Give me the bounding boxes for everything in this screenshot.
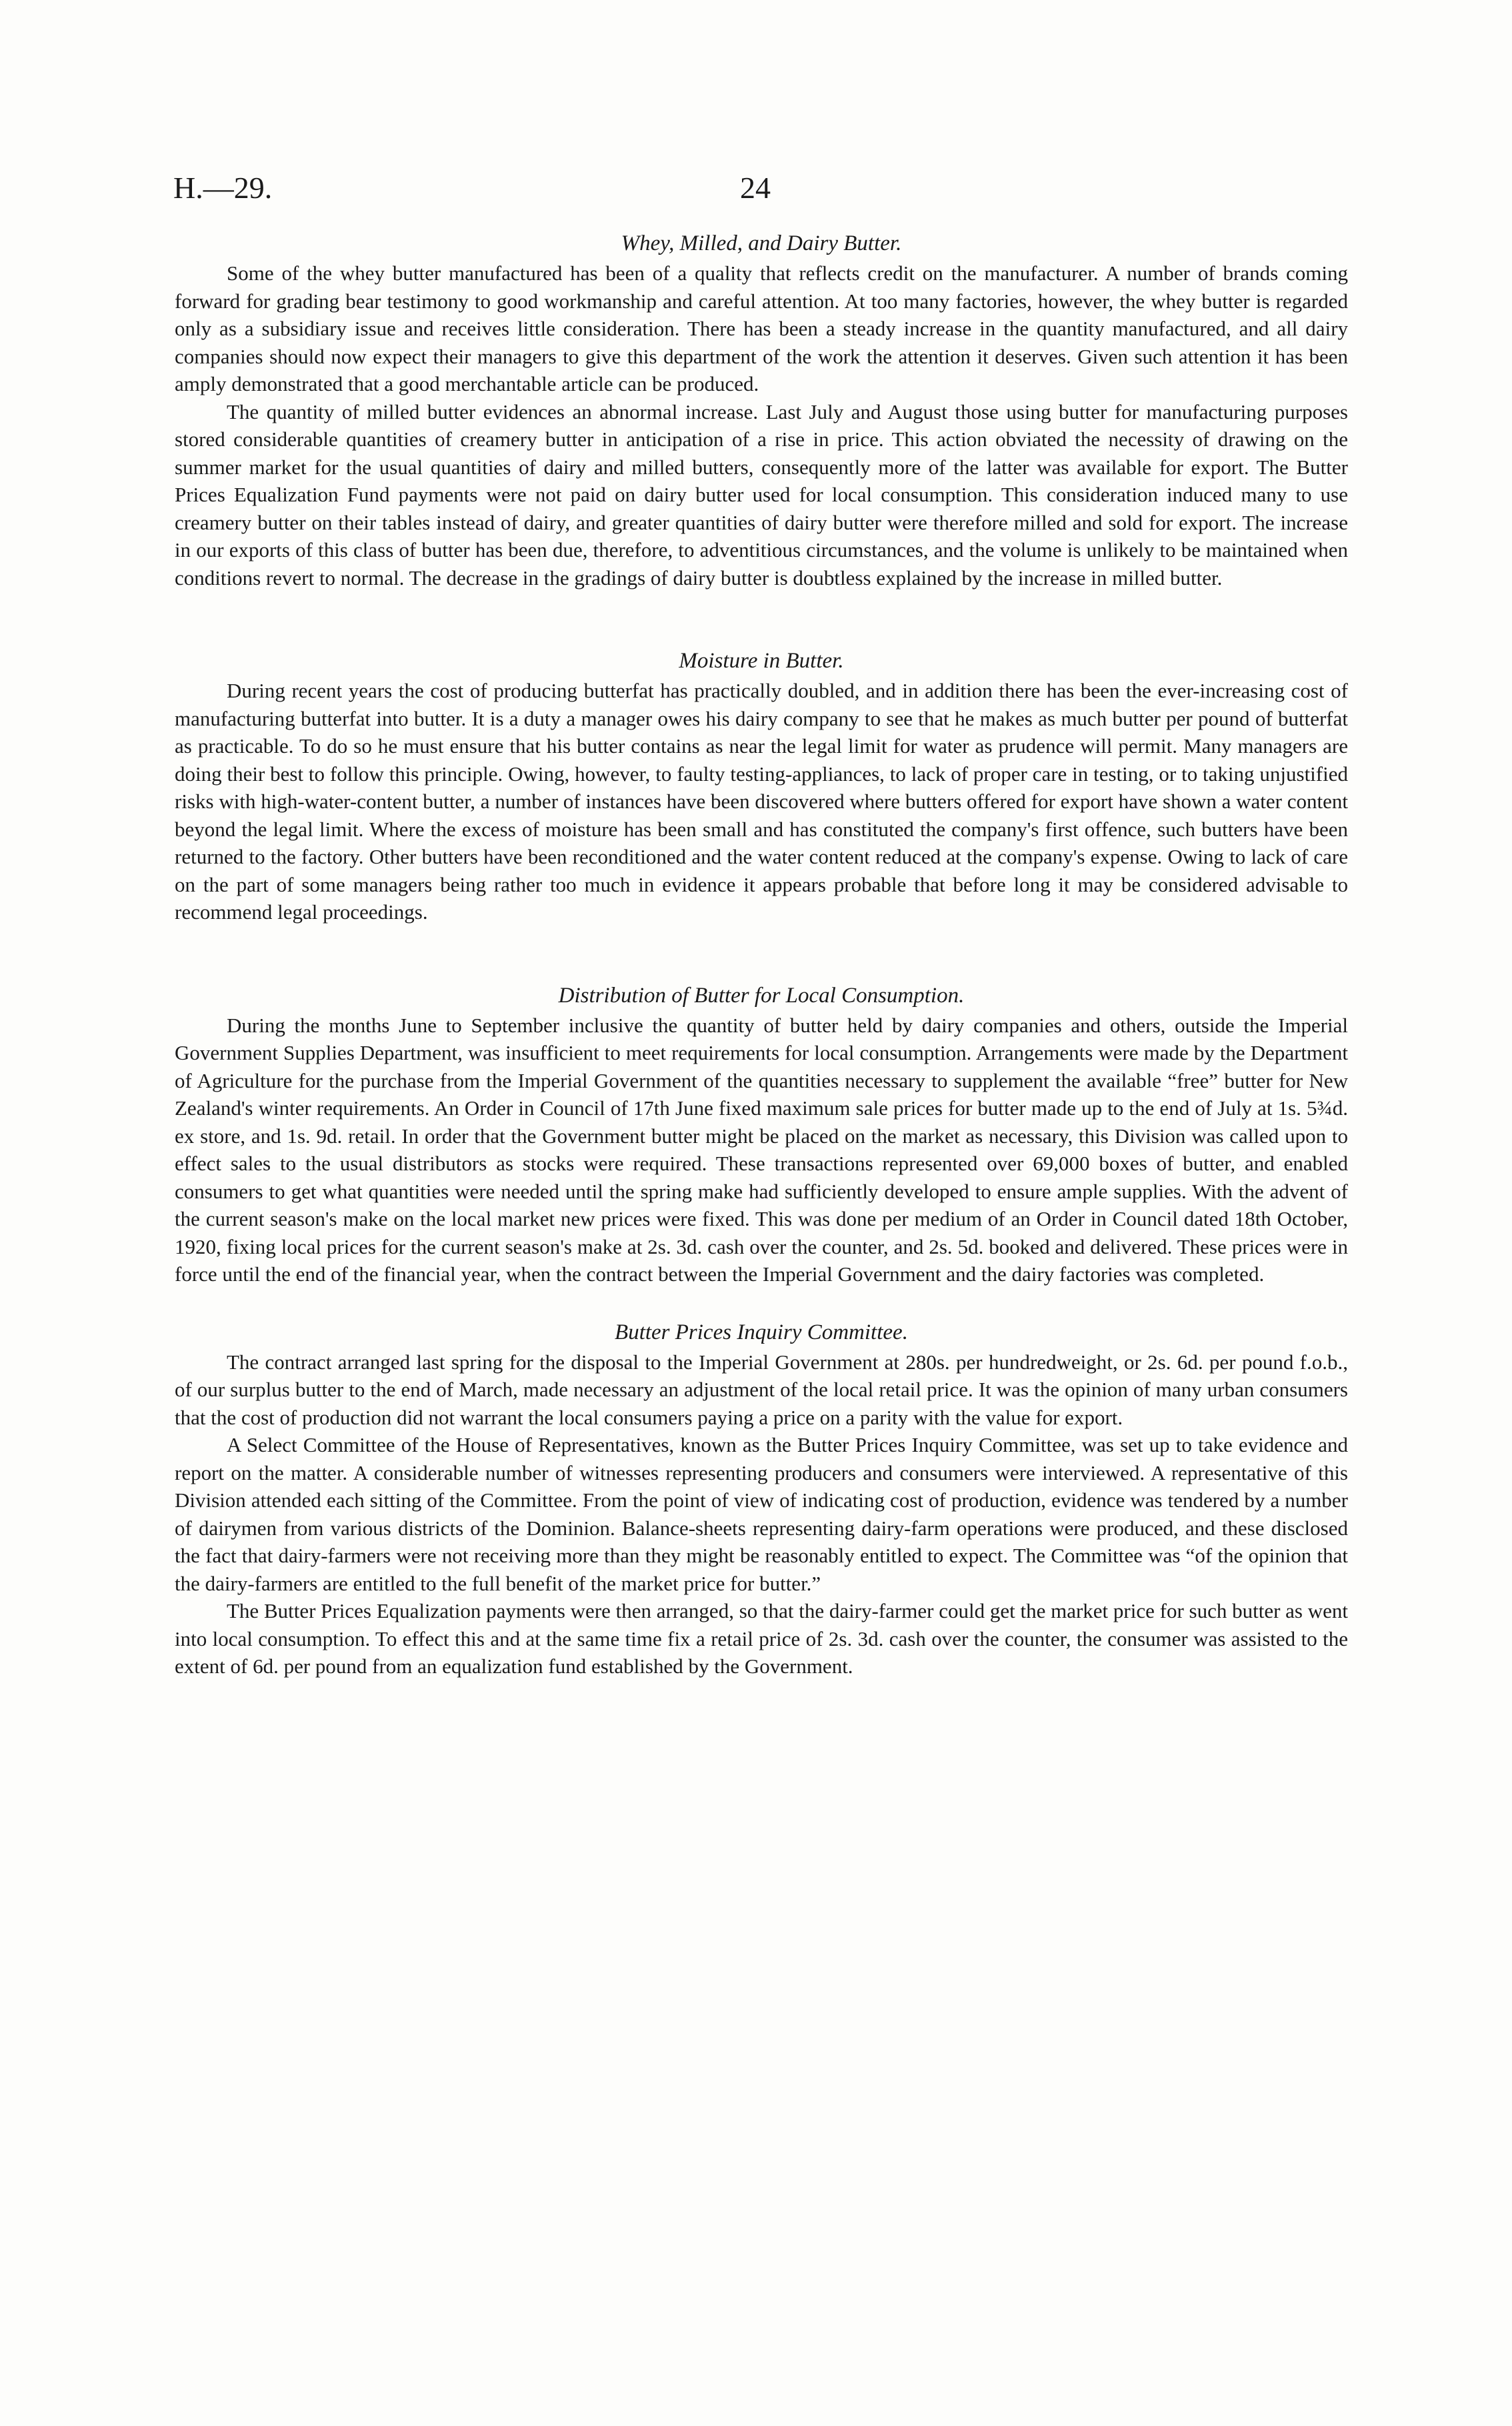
- page-content: [175, 230, 1348, 1680]
- paragraph: During recent years the cost of producing butterfat has practically doubled, and in addition there has been the ever-increasing cost of manufacturing butterfat into butter. It is a duty a manager owes his dairy company to see that he makes as much butter per pound of butterfat as practicable. To do so he must ensure that his butter contains as near the legal limit for water as prudence will permit. Many managers are doing their best to follow this principle. Owing, however, to faulty testing-appliances, to lack of proper care in testing, or to taking unjustified risks with high-water-content butter, a number of instances have been discovered where butters offered for export have shown a water content beyond the legal limit. Where the excess of moisture has been small and has constituted the company's first offence, such butters have been returned to the factory. Other butters have been reconditioned and the water content reduced at the company's expense. Owing to lack of care on the part of some managers being rather too much in evidence it appears probable that before long it may be considered advisable to recommend legal proceedings.: [175, 679, 1348, 924]
- paragraph: The contract arranged last spring for the disposal to the Imperial Government at 280s. per hundredweight, or 2s. 6d. per pound f.o.b., of our surplus butter to the end of March, made necessary an adjustment of the local retail price. It was the opinion of many urban consumers that the cost of production did not warrant the local consumers paying a price on a parity with the value for export.: [175, 1350, 1348, 1429]
- section-heading: Whey, Milled, and Dairy Butter.: [621, 231, 902, 255]
- page-number: 24: [740, 171, 771, 205]
- paragraph: The Butter Prices Equalization payments were then arranged, so that the dairy-farmer could get the market price for such butter as went into local consumption. To effect this and at the same time fix a retail price of 2s. 3d. cash over the counter, the consumer was assisted to the extent of 6d. per pound from an equalization fund established by the Government.: [175, 1599, 1348, 1678]
- section-heading: Butter Prices Inquiry Committee.: [615, 1320, 908, 1344]
- section-spacer: [175, 591, 1348, 648]
- section-moisture-in-butter: [175, 648, 1348, 926]
- paragraph: A Select Committee of the House of Representatives, known as the Butter Prices Inquiry Committee, was set up to take evidence and report on the matter. A considerable number of witnesses representing producers and consumers were interviewed. A representative of this Division attended each sitting of the Committee. From the point of view of indicating cost of production, evidence was tendered by a number of dairymen from various districts of the Dominion. Balance-sheets representing dairy-farm operations were produced, and these disclosed the fact that dairy-farmers were not receiving more than they might be reasonably entitled to expect. The Committee was “of the opinion that the dairy-farmers are entitled to the full benefit of the market price for butter.”: [175, 1433, 1348, 1595]
- section-heading: Distribution of Butter for Local Consumption.: [558, 983, 965, 1008]
- section-heading: Moisture in Butter.: [679, 649, 844, 673]
- section-spacer: [175, 1288, 1348, 1319]
- section-spacer: [175, 926, 1348, 982]
- section-butter-prices-inquiry-committee: [175, 1319, 1348, 1680]
- page-header: [173, 170, 1347, 210]
- paragraph: During the months June to September inclusive the quantity of butter held by dairy companies and others, outside the Imperial Government Supplies Department, was insufficient to meet requirements for local consumption. Arrangements were made by the Department of Agriculture for the purchase from the Imperial Government of the quantities necessary to supplement the available “free” butter for New Zealand's winter requirements. An Order in Council of 17th June fixed maximum sale prices for butter made up to the end of July at 1s. 5¾d. ex store, and 1s. 9d. retail. In order that the Government butter might be placed on the market as necessary, this Division was called upon to effect sales to the usual distributors as stocks were required. These transactions represented over 69,000 boxes of butter, and enabled consumers to get what quantities were needed until the spring make had sufficiently developed to ensure ample supplies. With the advent of the current season's make on the local market new prices were fixed. This was done per medium of an Order in Council dated 18th October, 1920, fixing local prices for the current season's make at 2s. 3d. cash over the counter, and 2s. 5d. booked and delivered. These prices were in force until the end of the financial year, when the contract between the Imperial Government and the dairy factories was completed.: [175, 1013, 1348, 1286]
- section-whey-milled-dairy-butter: [175, 230, 1348, 591]
- paragraph: Some of the whey butter manufactured has been of a quality that reflects credit on the manufacturer. A number of brands coming forward for grading bear testimony to good workmanship and careful attention. At too many factories, however, the whey butter is regarded only as a subsidiary issue and receives little consideration. There has been a steady increase in the quantity manufactured, and all dairy companies should now expect their managers to give this department of the work the attention it deserves. Given such attention it has been amply demonstrated that a good merchantable article can be produced.: [175, 261, 1348, 395]
- document-reference: H.—29.: [173, 171, 273, 205]
- paragraph: The quantity of milled butter evidences an abnormal increase. Last July and August those using butter for manufacturing purposes stored considerable quantities of creamery butter in anticipation of a rise in price. This action obviated the necessity of drawing on the summer market for the usual quantities of dairy and milled butters, consequently more of the latter was available for export. The Butter Prices Equalization Fund payments were not paid on dairy butter used for local consumption. This consideration induced many to use creamery butter on their tables instead of dairy, and greater quantities of dairy butter were therefore milled and sold for export. The increase in our exports of this class of butter has been due, therefore, to adventitious circumstances, and the volume is unlikely to be maintained when conditions revert to normal. The decrease in the gradings of dairy butter is doubtless explained by the increase in milled butter.: [175, 399, 1348, 589]
- section-distribution-local-consumption: [175, 982, 1348, 1288]
